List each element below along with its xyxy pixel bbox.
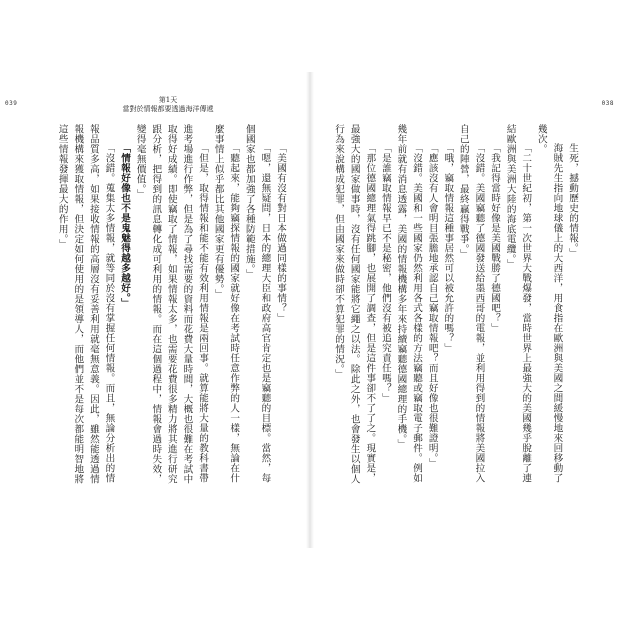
paragraph: 「是誰竊取情報早已不是秘密，他們沒有被追究責任嗎？」 [379,143,391,404]
paragraph: 「二十世紀初，第一次世界大戰爆發，當時世界上最強大的美國幾乎脫離了連結歐洲與美洲大陸的海底電纜。」 [504,124,532,484]
left-page-text [42,124,288,489]
running-head-title: 當對於情報都要透過海洋傳遞 [122,105,214,113]
paragraph-emphasis: 「情報好像也不是鬼魅得越多越好。」 [119,143,131,309]
paragraph: 「我記得當時好像是美國戰勝了德國吧？」 [489,143,501,334]
paragraph: 生死，撼動歷史的情報。」 [567,143,578,259]
paragraph: 「應該沒有人會明目張膽地承認自己竊取情報吧？而且好像也很難證明。」 [426,143,438,469]
left-page-number: 039 [5,100,18,107]
paragraph: 「沒錯。美國竊聽了德國發送給墨西哥的電報，並利用得到的情報將美國拉入自己的陣營，最終贏得戰爭。」 [457,124,485,484]
running-head-chapter: 第1天 [158,96,178,104]
paragraph: 「聽起來，能夠竊探情報的國家就好像在考試時任意作弊的人一樣，無論在什麼事情上似乎都比其他國家更有優勢。」 [212,124,240,484]
paragraph: 「沒錯。美國和一些國家仍然利用各式各樣的方法竊聽或竊取電子郵件。例如幾年前就有消息透露，美國的情報機構多年來持續竊聽德國總理的手機。」 [395,124,423,484]
paragraph: 「美國有沒有對日本做過同樣的事情？」 [275,143,286,324]
running-head [88,96,248,114]
paragraph: 「哦，竊取情報這種事居然可以被允許的嗎？」 [442,143,454,354]
paragraph: 「嗯，還無疑問，日本的總理大臣和政府高官肯定也是竊聽的目標。當然，每個國家也都加強了各種防範措施。」 [243,124,271,484]
paragraph: 「但是，取得情報和能不能有效利用情報是兩回事。就算能將大量的教科書帶進考場進行作弊，但是為了尋找需要的資料而花費大量時間，大概也很難在考試中取得好成績。即使竊取了情報，如果情報太多，也需要花費很多精力將其進行研究跟分析，把得到的訊息轉化成可利用的情報。而在這個過程中，情報會過時失效，變得毫無價值。」 [134,124,209,484]
right-page-text [330,124,580,489]
paragraph: 「沒錯。蒐集太多情報，就等同於沒有掌握任何情報。而且，無論分析出的情報品質多高，如果接收情報的高層沒有妥善利用就毫無意義。因此，雖然能透過情報機構來獲取情報，但決定如何使用的是領導人，而他們並不是每次都能明智地將這些情報發揮最大的作用。」 [56,124,115,484]
paragraph: 海賊先生指向地球儀上的大西洋，用食指在歐洲與美國之間緩慢地來回移動了幾次。 [535,124,563,484]
book-gutter [306,72,314,548]
paragraph: 「那位德國總理氣得跳腳，也展開了調查，但是這件事卻不了了之。現實是，最強大的國家做事時，沒有任何國家能將它繩之以法。除此之外，也會發生以個人行為來說構成犯罪，但由國家來做時卻不算犯罪的情況。」 [333,124,376,484]
right-page-number: 038 [601,100,614,107]
